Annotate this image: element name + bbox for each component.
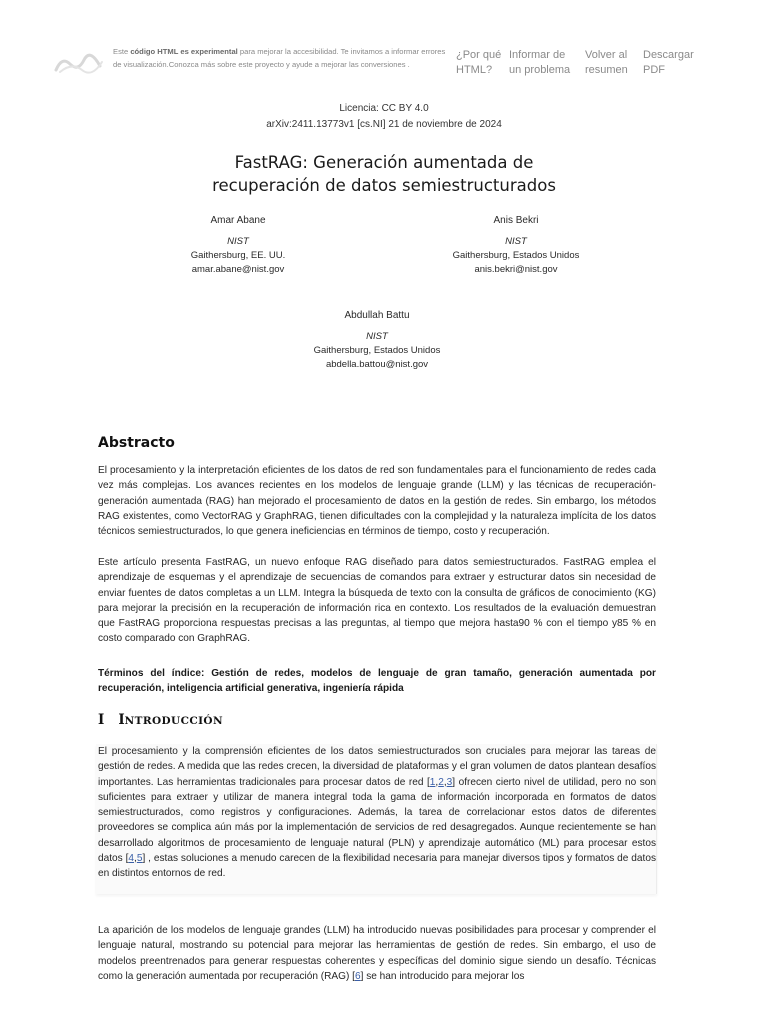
index-terms-list: Gestión de redes, modelos de lenguaje de gran tamaño, generación aumentada por recuperación, inteligencia artificial generativa, ingeniería rápida	[98, 668, 656, 695]
download-pdf-link[interactable]: Descargar PDF	[643, 49, 694, 76]
experimental-notice: Este código HTML es experimental para mejorar la accesibilidad. Te invitamos a informar errores de visualización.Conozca más sobre este proyecto y ayude a mejorar las conversiones .	[113, 47, 446, 69]
author-affiliation: NIST	[227, 236, 249, 247]
report-issue-link[interactable]: Informar de un problema	[509, 49, 571, 76]
author-block	[257, 309, 497, 372]
author-name: Abdullah Battu	[344, 310, 410, 321]
paper-title: FastRAG: Generación aumentada de recuperación de datos semiestructurados	[212, 153, 556, 195]
arxiv-identifier: arXiv:2411.13773v1 [cs.NI] 21 de noviembre de 2024	[266, 119, 502, 130]
citation-link[interactable]: 3	[446, 776, 453, 788]
back-to-abstract-link[interactable]: Volver al resumen	[585, 49, 628, 76]
author-location: Gaithersburg, Estados Unidos	[313, 345, 441, 356]
citation-link[interactable]: 4	[128, 853, 135, 865]
author-affiliation: NIST	[366, 331, 388, 342]
abstract-paragraph-1: El procesamiento y la interpretación eficientes de los datos de red son fundamentales para el funcionamiento de redes cada vez más complejas. Los avances recientes en los modelos de lenguaje grande (LLM) y las técnicas de recuperación-generación aumentada (RAG) han mejorado el procesamiento de datos en la gestión de redes. Sin embargo, los métodos RAG existentes, como VectorRAG y GraphRAG, tienen dificultades con la complejidad y la naturaleza implícita de los datos técnicos semiestructurados, lo que genera ineficiencias en términos de tiempo, costo y recuperación.	[98, 465, 656, 538]
citation-link[interactable]: 5	[136, 853, 143, 865]
author-block	[118, 214, 358, 277]
author-email[interactable]: abdella.battou@nist.gov	[325, 359, 429, 370]
author-name: Amar Abane	[210, 215, 266, 226]
intro-paragraph-2: La aparición de los modelos de lenguaje grandes (LLM) ha introducido nuevas posibilidades para procesar y comprender el lenguaje natural, mostrando su potencial para mejorar las herramientas de gestión de redes. Sin embargo, el uso de modelos preentrenados para generar respuestas coherentes y específicas del dominio sigue siendo un desafío. Técnicas como la generación aumentada por recuperación (RAG) [6] se han introducido para mejorar los	[98, 925, 656, 982]
abstract-paragraph-2: Este artículo presenta FastRAG, un nuevo enfoque RAG diseñado para datos semiestructurados. FastRAG emplea el aprendizaje de esquemas y el aprendizaje de secuencias de comandos para extraer y estructurar datos sin necesidad de enviar fuentes de datos completas a un LLM. Integra la búsqueda de texto con la consulta de gráficos de conocimiento (KG) para mejorar la precisión en la recuperación de información rica en contexto. Los resultados de la evaluación demuestran que FastRAG proporciona respuestas precisas a las preguntas, al tiempo que mejora hasta90 % con el tiempo y85 % en costo comparado con GraphRAG.	[98, 557, 656, 645]
abstract-heading: Abstracto	[98, 435, 175, 451]
section-title-rest: NTRODUCCIÓN	[124, 715, 223, 727]
bottom-fade	[0, 984, 768, 1024]
author-affiliation: NIST	[505, 236, 527, 247]
intro-paragraph-1: El procesamiento y la comprensión eficientes de los datos semiestructurados son cruciales para mejorar las tareas de gestión de redes. A medida que las redes crecen, la diversidad de plataformas y el gran volumen de datos plantean desafíos importantes. Las herramientas tradicionales para procesar datos de red [1,2,3] ofrecen cierto nivel de utilidad, pero no son suficientes para extraer y utilizar de manera integral toda la gama de información incorporada en formatos de datos semiestructurados, como registros y configuraciones. Además, la tarea de correlacionar estos datos de diferentes proveedores se complica aún más por la implementación de servicios de red desagregados. Aunque recientemente se han desarrollado algoritmos de procesamiento de lenguaje natural (PLN) y aprendizaje automático (ML) para procesar estos datos [4,5] , estas soluciones a menudo carecen de la flexibilidad necesaria para manejar diversos tipos y formatos de datos en distintos entornos de red.	[98, 746, 656, 880]
experimental-notice-bold: código HTML es experimental	[130, 47, 238, 56]
index-terms	[98, 666, 656, 697]
author-email[interactable]: amar.abane@nist.gov	[191, 264, 285, 275]
citation-link[interactable]: 2	[438, 776, 444, 788]
license-text: Licencia: CC BY 4.0	[339, 103, 429, 114]
why-html-link[interactable]: ¿Por qué HTML?	[456, 49, 502, 76]
author-location: Gaithersburg, EE. UU.	[190, 250, 286, 261]
section-heading-introduction	[98, 712, 223, 728]
citation-link[interactable]: 6	[354, 970, 361, 982]
author-location: Gaithersburg, Estados Unidos	[452, 250, 580, 261]
arxiv-logo-icon	[52, 50, 106, 76]
author-email[interactable]: anis.bekri@nist.gov	[474, 264, 558, 275]
author-block	[396, 214, 636, 277]
index-terms-label: Términos del índice:	[98, 668, 205, 679]
experimental-banner	[0, 0, 768, 96]
author-name: Anis Bekri	[493, 215, 539, 226]
section-title-initial: I	[118, 712, 125, 728]
citation-link[interactable]: 1	[429, 776, 436, 788]
section-number: I	[98, 712, 105, 728]
